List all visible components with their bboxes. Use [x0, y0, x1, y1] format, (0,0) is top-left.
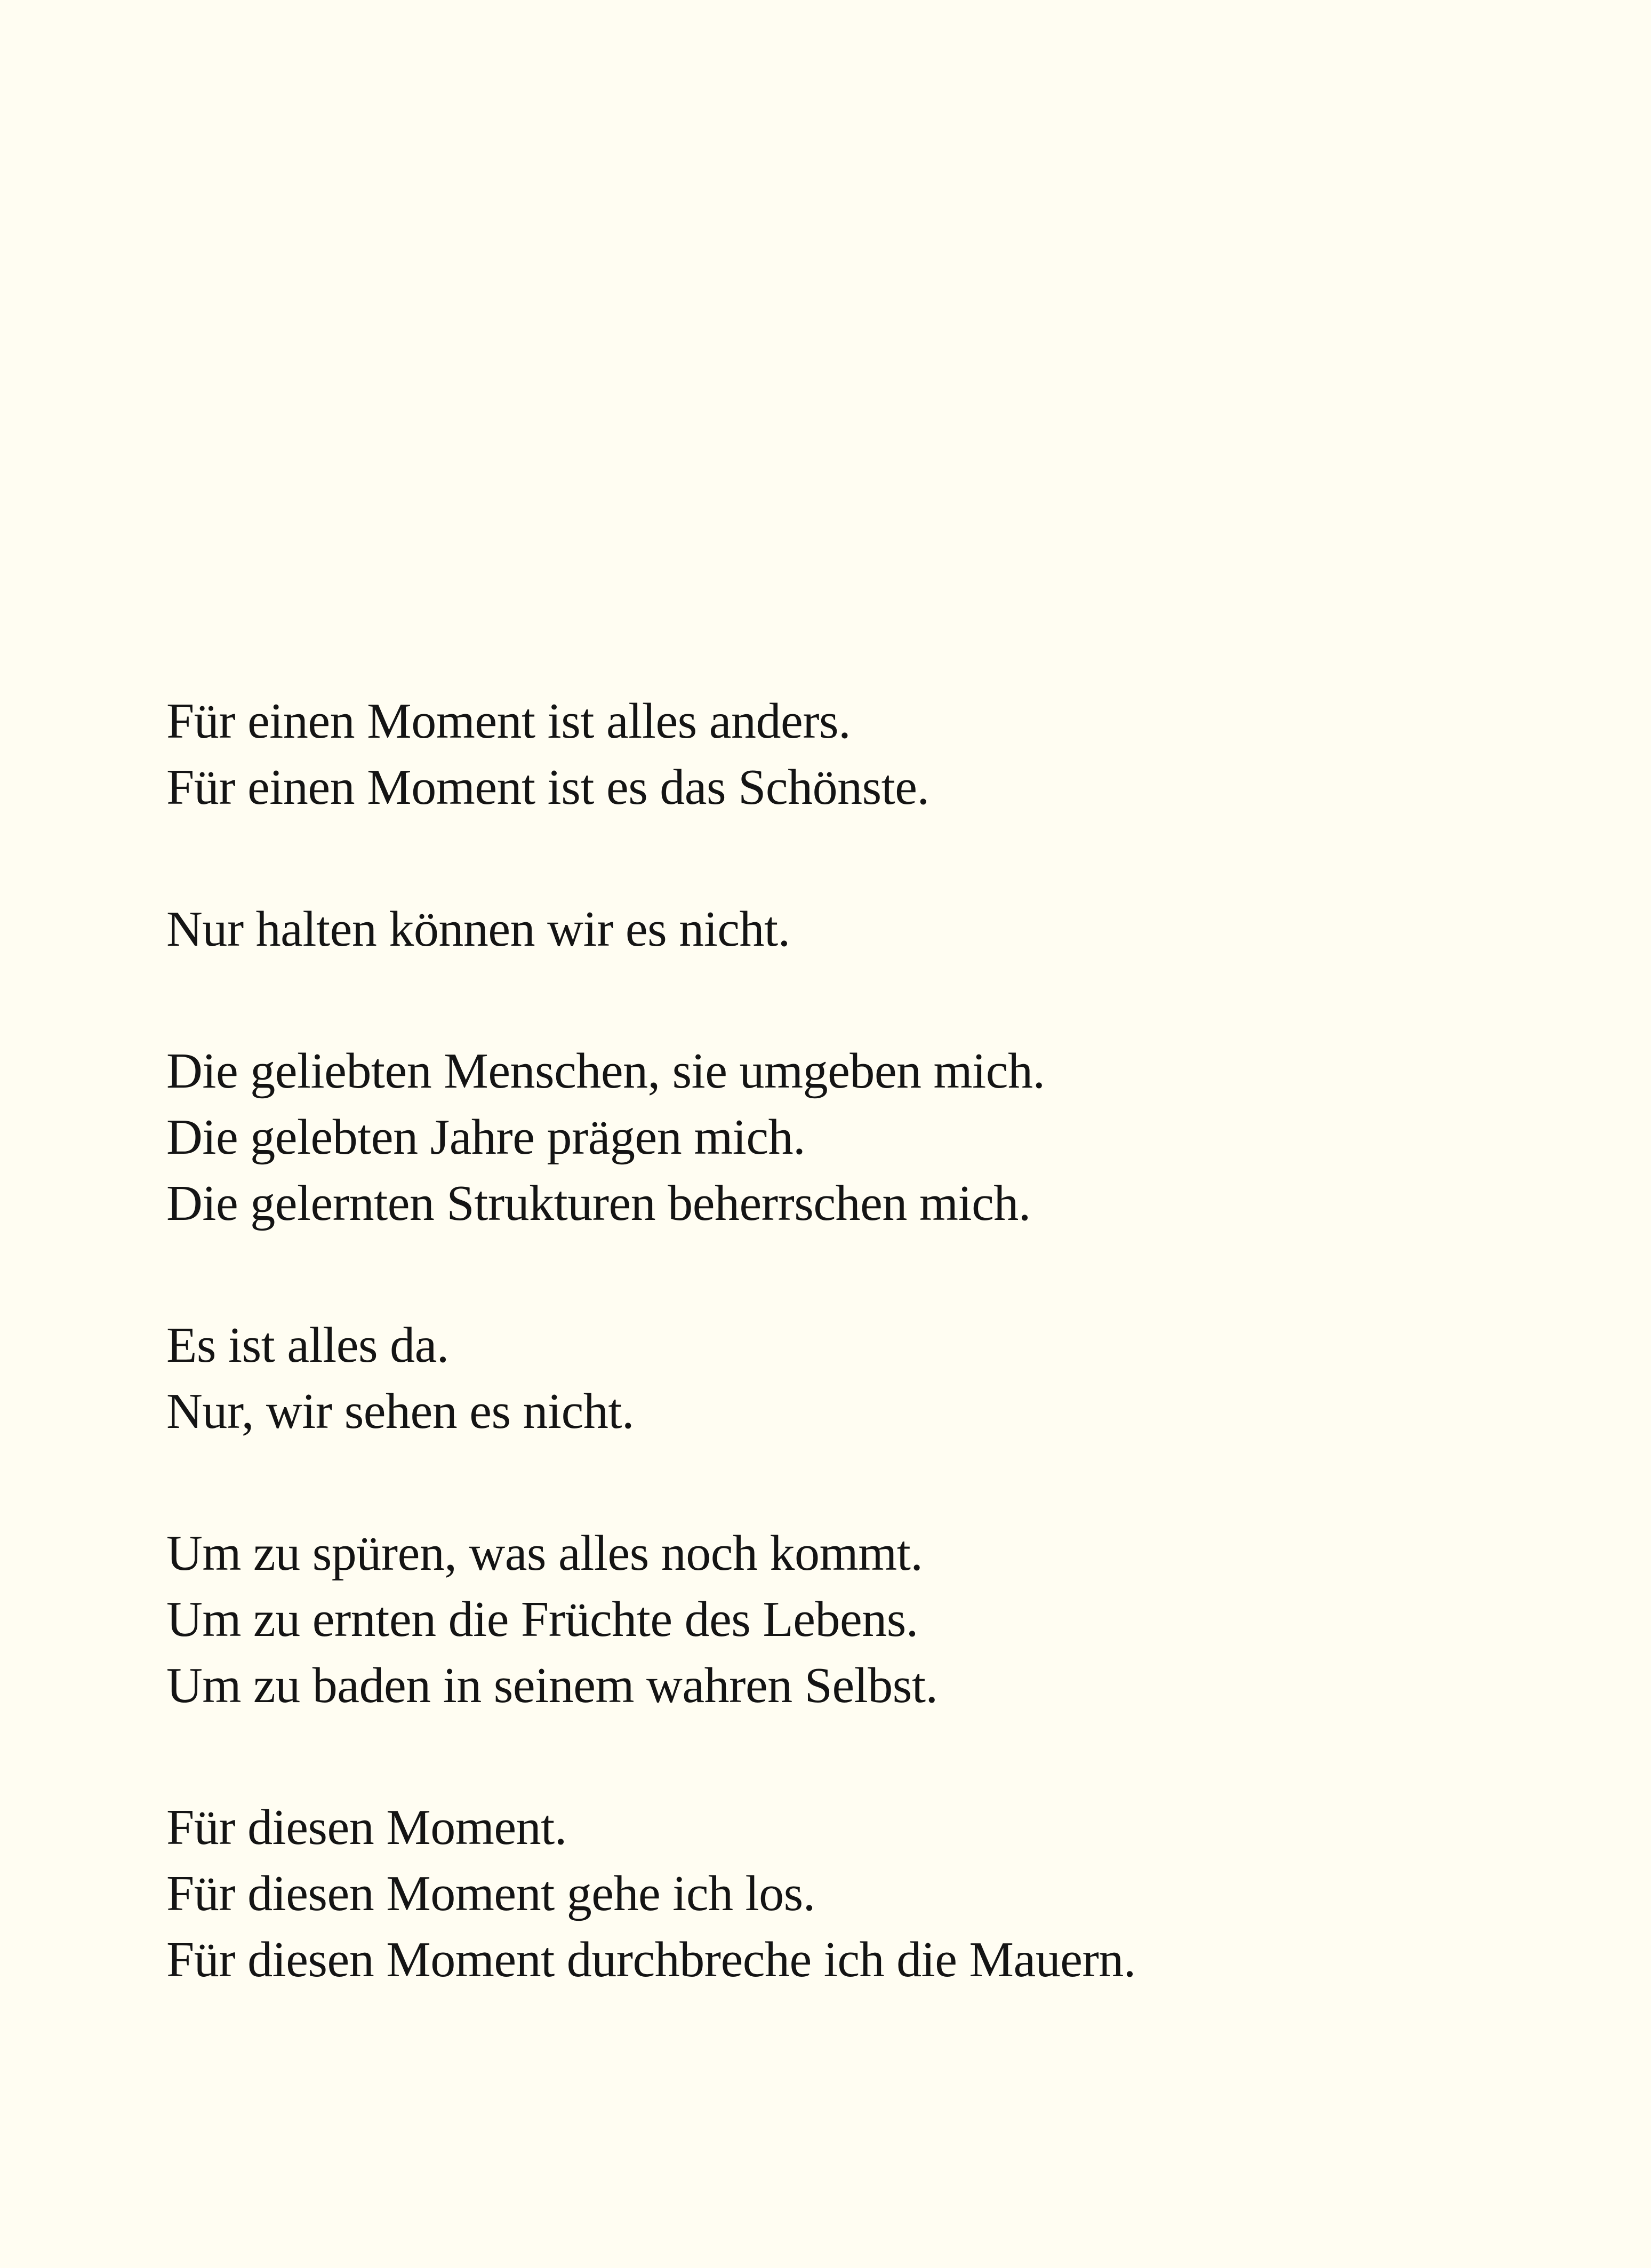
poem-line: Es ist alles da. — [166, 1317, 449, 1373]
poem-line: Die gelernten Strukturen beherrschen mich. — [166, 1176, 1031, 1231]
poem-line: Für diesen Moment. — [166, 1800, 567, 1855]
poem-line: Nur, wir sehen es nicht. — [166, 1384, 635, 1439]
poem-line: Für diesen Moment gehe ich los. — [166, 1866, 815, 1921]
stanza-4 — [166, 1312, 1500, 1444]
stanza-1 — [166, 688, 1500, 820]
poem-line: Für einen Moment ist alles anders. — [166, 693, 851, 749]
poem-line: Um zu spüren, was alles noch kommt. — [166, 1526, 923, 1581]
poem-line: Um zu baden in seinem wahren Selbst. — [166, 1658, 938, 1713]
stanza-2 — [166, 896, 1500, 962]
poem-line: Die gelebten Jahre prägen mich. — [166, 1109, 806, 1165]
stanza-5 — [166, 1520, 1500, 1719]
stanza-6 — [166, 1794, 1500, 1993]
poem-line: Die geliebten Menschen, sie umgeben mich. — [166, 1043, 1045, 1099]
poem-text — [166, 688, 1500, 1993]
stanza-3 — [166, 1038, 1500, 1236]
poem-line: Für diesen Moment durchbreche ich die Mauern. — [166, 1932, 1136, 1987]
poem-line: Für einen Moment ist es das Schönste. — [166, 760, 929, 815]
poem-line: Um zu ernten die Früchte des Lebens. — [166, 1592, 918, 1647]
poem-line: Nur halten können wir es nicht. — [166, 901, 790, 957]
